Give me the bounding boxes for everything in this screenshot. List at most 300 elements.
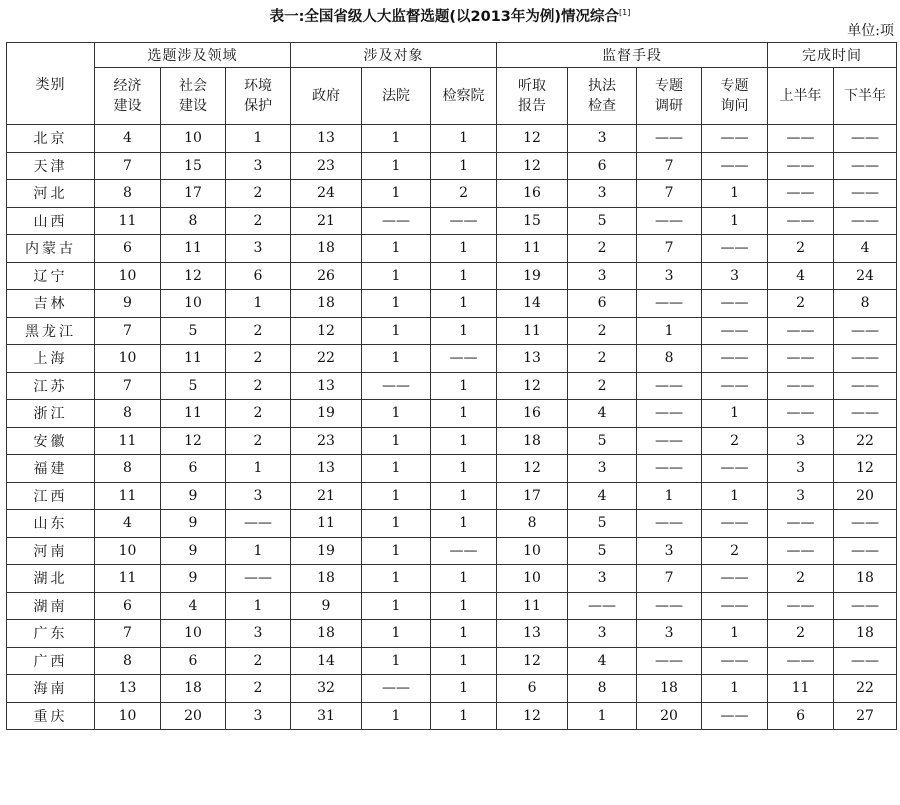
province-name-cell: 北京 <box>7 125 95 153</box>
value-cell: 10 <box>161 290 226 318</box>
value-cell: 19 <box>497 262 568 290</box>
value-cell: —— <box>702 235 768 263</box>
province-name-cell: 江西 <box>7 482 95 510</box>
value-cell: 9 <box>161 482 226 510</box>
value-cell: 5 <box>568 537 637 565</box>
value-cell: —— <box>637 372 702 400</box>
value-cell: 15 <box>161 152 226 180</box>
value-cell: —— <box>834 345 897 373</box>
value-cell: 3 <box>226 620 291 648</box>
table-row <box>7 372 897 400</box>
value-cell: —— <box>637 427 702 455</box>
value-cell: 3 <box>226 235 291 263</box>
value-cell: 1 <box>362 620 431 648</box>
province-name-cell: 吉林 <box>7 290 95 318</box>
value-cell: —— <box>362 207 431 235</box>
value-cell: —— <box>834 125 897 153</box>
value-cell: 11 <box>497 235 568 263</box>
value-cell: —— <box>834 317 897 345</box>
value-cell: 8 <box>497 510 568 538</box>
value-cell: —— <box>768 537 834 565</box>
subheader-hearing-reports: 听取 报告 <box>497 68 568 125</box>
value-cell: 1 <box>431 647 497 675</box>
value-cell: 1 <box>431 290 497 318</box>
subheader-economic: 经济 建设 <box>95 68 161 125</box>
value-cell: 17 <box>497 482 568 510</box>
value-cell: 2 <box>568 372 637 400</box>
value-cell: 7 <box>95 620 161 648</box>
value-cell: 2 <box>226 647 291 675</box>
value-cell: 11 <box>161 235 226 263</box>
value-cell: 1 <box>702 675 768 703</box>
table-body <box>7 125 897 730</box>
value-cell: 18 <box>637 675 702 703</box>
value-cell: 2 <box>226 317 291 345</box>
value-cell: 20 <box>637 702 702 730</box>
value-cell: 7 <box>637 565 702 593</box>
value-cell: 10 <box>161 620 226 648</box>
value-cell: 13 <box>95 675 161 703</box>
value-cell: 2 <box>702 537 768 565</box>
value-cell: 1 <box>431 317 497 345</box>
value-cell: 5 <box>568 207 637 235</box>
value-cell: —— <box>637 125 702 153</box>
value-cell: —— <box>362 675 431 703</box>
value-cell: 12 <box>834 455 897 483</box>
value-cell: 6 <box>95 592 161 620</box>
table-row <box>7 510 897 538</box>
table-row <box>7 290 897 318</box>
value-cell: 2 <box>226 372 291 400</box>
value-cell: —— <box>637 400 702 428</box>
value-cell: 1 <box>362 647 431 675</box>
table-title <box>0 3 900 27</box>
value-cell: —— <box>637 207 702 235</box>
value-cell: 3 <box>702 262 768 290</box>
value-cell: —— <box>702 702 768 730</box>
value-cell: 1 <box>362 345 431 373</box>
value-cell: 4 <box>95 125 161 153</box>
value-cell: —— <box>637 510 702 538</box>
table-row <box>7 620 897 648</box>
value-cell: 1 <box>637 482 702 510</box>
value-cell: 15 <box>497 207 568 235</box>
value-cell: 1 <box>702 180 768 208</box>
value-cell: 9 <box>291 592 362 620</box>
value-cell: —— <box>768 345 834 373</box>
value-cell: 8 <box>95 455 161 483</box>
value-cell: 2 <box>768 565 834 593</box>
table-row <box>7 235 897 263</box>
province-name-cell: 河北 <box>7 180 95 208</box>
value-cell: 10 <box>497 537 568 565</box>
value-cell: 12 <box>497 125 568 153</box>
value-cell: —— <box>834 207 897 235</box>
table-row <box>7 455 897 483</box>
value-cell: 12 <box>497 647 568 675</box>
value-cell: 10 <box>161 125 226 153</box>
subheader-special-research: 专题 调研 <box>637 68 702 125</box>
group-header-time: 完成时间 <box>768 43 897 68</box>
value-cell: 3 <box>568 620 637 648</box>
value-cell: 2 <box>226 675 291 703</box>
value-cell: 4 <box>568 400 637 428</box>
value-cell: 9 <box>161 510 226 538</box>
value-cell: 2 <box>568 317 637 345</box>
value-cell: 3 <box>226 482 291 510</box>
table-row <box>7 262 897 290</box>
value-cell: 8 <box>95 400 161 428</box>
value-cell: 1 <box>431 592 497 620</box>
value-cell: 1 <box>362 565 431 593</box>
value-cell: 9 <box>161 537 226 565</box>
value-cell: 14 <box>497 290 568 318</box>
table-row <box>7 647 897 675</box>
table-row <box>7 675 897 703</box>
value-cell: 1 <box>431 372 497 400</box>
value-cell: —— <box>834 647 897 675</box>
value-cell: 1 <box>362 702 431 730</box>
value-cell: 18 <box>291 620 362 648</box>
value-cell: 16 <box>497 180 568 208</box>
subheader-court: 法院 <box>362 68 431 125</box>
value-cell: 22 <box>834 427 897 455</box>
value-cell: 7 <box>95 317 161 345</box>
province-name-cell: 湖南 <box>7 592 95 620</box>
value-cell: 22 <box>291 345 362 373</box>
value-cell: 11 <box>497 592 568 620</box>
value-cell: 4 <box>161 592 226 620</box>
value-cell: —— <box>768 207 834 235</box>
table-title-text: 表一:全国省级人大监督选题(以2013年为例)情况综合 <box>269 8 620 25</box>
value-cell: 1 <box>362 455 431 483</box>
supervision-table <box>6 42 897 730</box>
category-header: 类别 <box>7 43 95 125</box>
value-cell: 1 <box>702 620 768 648</box>
value-cell: 7 <box>95 152 161 180</box>
value-cell: 10 <box>95 702 161 730</box>
value-cell: 1 <box>431 235 497 263</box>
subheader-special-inquiry: 专题 询问 <box>702 68 768 125</box>
table-row <box>7 565 897 593</box>
value-cell: 1 <box>362 592 431 620</box>
value-cell: 2 <box>226 345 291 373</box>
province-name-cell: 天津 <box>7 152 95 180</box>
value-cell: 4 <box>95 510 161 538</box>
table-row <box>7 125 897 153</box>
value-cell: 3 <box>226 152 291 180</box>
value-cell: 13 <box>291 372 362 400</box>
value-cell: 10 <box>497 565 568 593</box>
value-cell: 6 <box>161 647 226 675</box>
value-cell: 3 <box>568 180 637 208</box>
value-cell: 2 <box>226 180 291 208</box>
value-cell: 6 <box>568 152 637 180</box>
value-cell: 1 <box>637 317 702 345</box>
value-cell: 3 <box>768 455 834 483</box>
value-cell: 12 <box>161 262 226 290</box>
value-cell: 12 <box>291 317 362 345</box>
value-cell: 1 <box>226 537 291 565</box>
value-cell: 6 <box>161 455 226 483</box>
value-cell: 8 <box>637 345 702 373</box>
group-header-fields: 选题涉及领域 <box>95 43 291 68</box>
province-name-cell: 安徽 <box>7 427 95 455</box>
province-name-cell: 上海 <box>7 345 95 373</box>
value-cell: —— <box>702 372 768 400</box>
value-cell: 1 <box>431 125 497 153</box>
value-cell: 18 <box>497 427 568 455</box>
subheader-procuratorate: 检察院 <box>431 68 497 125</box>
value-cell: 1 <box>431 565 497 593</box>
value-cell: —— <box>637 592 702 620</box>
value-cell: 31 <box>291 702 362 730</box>
value-cell: 1 <box>362 482 431 510</box>
value-cell: —— <box>702 565 768 593</box>
value-cell: 4 <box>568 482 637 510</box>
value-cell: 3 <box>568 455 637 483</box>
province-name-cell: 重庆 <box>7 702 95 730</box>
province-name-cell: 湖北 <box>7 565 95 593</box>
value-cell: —— <box>834 510 897 538</box>
value-cell: 18 <box>161 675 226 703</box>
value-cell: 3 <box>568 565 637 593</box>
value-cell: 1 <box>362 400 431 428</box>
value-cell: 4 <box>568 647 637 675</box>
value-cell: 1 <box>362 152 431 180</box>
value-cell: 2 <box>768 235 834 263</box>
value-cell: 1 <box>362 235 431 263</box>
value-cell: 18 <box>291 565 362 593</box>
value-cell: —— <box>431 345 497 373</box>
value-cell: —— <box>702 317 768 345</box>
value-cell: 12 <box>161 427 226 455</box>
value-cell: 11 <box>161 400 226 428</box>
value-cell: 27 <box>834 702 897 730</box>
value-cell: 1 <box>431 455 497 483</box>
value-cell: 3 <box>568 125 637 153</box>
value-cell: 10 <box>95 537 161 565</box>
value-cell: —— <box>702 152 768 180</box>
value-cell: 9 <box>95 290 161 318</box>
table-row <box>7 180 897 208</box>
value-cell: —— <box>568 592 637 620</box>
table-row <box>7 702 897 730</box>
province-name-cell: 山东 <box>7 510 95 538</box>
value-cell: —— <box>768 180 834 208</box>
value-cell: 3 <box>768 427 834 455</box>
value-cell: 6 <box>568 290 637 318</box>
value-cell: 2 <box>568 345 637 373</box>
table-row <box>7 592 897 620</box>
value-cell: 1 <box>431 675 497 703</box>
value-cell: —— <box>702 592 768 620</box>
value-cell: 1 <box>431 400 497 428</box>
table-row <box>7 152 897 180</box>
value-cell: —— <box>431 207 497 235</box>
value-cell: 3 <box>226 702 291 730</box>
value-cell: —— <box>834 180 897 208</box>
table-row <box>7 427 897 455</box>
value-cell: 1 <box>431 427 497 455</box>
value-cell: —— <box>226 565 291 593</box>
value-cell: 8 <box>95 647 161 675</box>
subheader-environment: 环境 保护 <box>226 68 291 125</box>
province-name-cell: 浙江 <box>7 400 95 428</box>
value-cell: —— <box>637 647 702 675</box>
value-cell: 1 <box>362 510 431 538</box>
value-cell: 6 <box>768 702 834 730</box>
value-cell: 8 <box>834 290 897 318</box>
value-cell: 4 <box>834 235 897 263</box>
value-cell: 2 <box>431 180 497 208</box>
value-cell: —— <box>834 592 897 620</box>
value-cell: 1 <box>362 180 431 208</box>
value-cell: 3 <box>637 262 702 290</box>
subheader-first-half: 上半年 <box>768 68 834 125</box>
value-cell: 18 <box>834 565 897 593</box>
value-cell: 2 <box>702 427 768 455</box>
value-cell: 2 <box>226 207 291 235</box>
province-name-cell: 河南 <box>7 537 95 565</box>
value-cell: 7 <box>637 235 702 263</box>
value-cell: —— <box>834 537 897 565</box>
table-row <box>7 317 897 345</box>
value-cell: —— <box>637 290 702 318</box>
value-cell: —— <box>768 400 834 428</box>
value-cell: 11 <box>768 675 834 703</box>
value-cell: 1 <box>431 482 497 510</box>
value-cell: 5 <box>161 372 226 400</box>
value-cell: 1 <box>702 482 768 510</box>
footnote-mark: [1] <box>619 8 631 17</box>
value-cell: —— <box>834 372 897 400</box>
value-cell: 9 <box>161 565 226 593</box>
value-cell: —— <box>768 125 834 153</box>
value-cell: 6 <box>226 262 291 290</box>
value-cell: 12 <box>497 372 568 400</box>
subheader-government: 政府 <box>291 68 362 125</box>
value-cell: 1 <box>431 510 497 538</box>
header-row-groups <box>7 43 897 68</box>
value-cell: 1 <box>226 592 291 620</box>
value-cell: 10 <box>95 345 161 373</box>
group-header-objects: 涉及对象 <box>291 43 497 68</box>
value-cell: 1 <box>226 290 291 318</box>
value-cell: 23 <box>291 152 362 180</box>
table-row <box>7 345 897 373</box>
value-cell: 1 <box>431 262 497 290</box>
province-name-cell: 广西 <box>7 647 95 675</box>
value-cell: 20 <box>161 702 226 730</box>
value-cell: —— <box>702 510 768 538</box>
province-name-cell: 广东 <box>7 620 95 648</box>
value-cell: 13 <box>291 455 362 483</box>
value-cell: —— <box>834 152 897 180</box>
subheader-social: 社会 建设 <box>161 68 226 125</box>
value-cell: 1 <box>362 125 431 153</box>
value-cell: 5 <box>568 510 637 538</box>
value-cell: 12 <box>497 702 568 730</box>
value-cell: 1 <box>431 152 497 180</box>
value-cell: 21 <box>291 482 362 510</box>
value-cell: —— <box>768 647 834 675</box>
value-cell: —— <box>702 125 768 153</box>
value-cell: 24 <box>834 262 897 290</box>
table-header <box>7 43 897 125</box>
header-row-sub <box>7 68 897 125</box>
value-cell: 20 <box>834 482 897 510</box>
value-cell: 5 <box>568 427 637 455</box>
value-cell: 2 <box>768 290 834 318</box>
value-cell: 11 <box>291 510 362 538</box>
value-cell: —— <box>768 592 834 620</box>
value-cell: 11 <box>95 427 161 455</box>
province-name-cell: 江苏 <box>7 372 95 400</box>
province-name-cell: 海南 <box>7 675 95 703</box>
unit-label: 单位:项 <box>847 23 894 39</box>
value-cell: 6 <box>497 675 568 703</box>
value-cell: 13 <box>291 125 362 153</box>
value-cell: —— <box>637 455 702 483</box>
value-cell: —— <box>702 290 768 318</box>
value-cell: 1 <box>568 702 637 730</box>
value-cell: —— <box>702 647 768 675</box>
value-cell: 12 <box>497 455 568 483</box>
value-cell: 14 <box>291 647 362 675</box>
value-cell: 3 <box>637 537 702 565</box>
value-cell: 17 <box>161 180 226 208</box>
value-cell: 2 <box>226 427 291 455</box>
value-cell: 18 <box>834 620 897 648</box>
value-cell: 12 <box>497 152 568 180</box>
value-cell: 26 <box>291 262 362 290</box>
province-name-cell: 黑龙江 <box>7 317 95 345</box>
value-cell: 11 <box>161 345 226 373</box>
value-cell: 2 <box>226 400 291 428</box>
value-cell: —— <box>702 455 768 483</box>
value-cell: 11 <box>95 565 161 593</box>
value-cell: 8 <box>568 675 637 703</box>
value-cell: 13 <box>497 620 568 648</box>
value-cell: 8 <box>95 180 161 208</box>
province-name-cell: 山西 <box>7 207 95 235</box>
value-cell: 1 <box>702 400 768 428</box>
value-cell: 7 <box>637 152 702 180</box>
table-row <box>7 482 897 510</box>
value-cell: 1 <box>431 620 497 648</box>
value-cell: 18 <box>291 235 362 263</box>
value-cell: —— <box>702 345 768 373</box>
value-cell: 10 <box>95 262 161 290</box>
value-cell: —— <box>768 317 834 345</box>
value-cell: 1 <box>362 427 431 455</box>
value-cell: 3 <box>568 262 637 290</box>
value-cell: 19 <box>291 537 362 565</box>
table-row <box>7 537 897 565</box>
value-cell: 1 <box>226 455 291 483</box>
value-cell: 11 <box>497 317 568 345</box>
value-cell: 13 <box>497 345 568 373</box>
value-cell: —— <box>768 510 834 538</box>
group-header-means: 监督手段 <box>497 43 768 68</box>
value-cell: 8 <box>161 207 226 235</box>
province-name-cell: 辽宁 <box>7 262 95 290</box>
province-name-cell: 内蒙古 <box>7 235 95 263</box>
value-cell: —— <box>362 372 431 400</box>
value-cell: —— <box>431 537 497 565</box>
value-cell: —— <box>834 400 897 428</box>
